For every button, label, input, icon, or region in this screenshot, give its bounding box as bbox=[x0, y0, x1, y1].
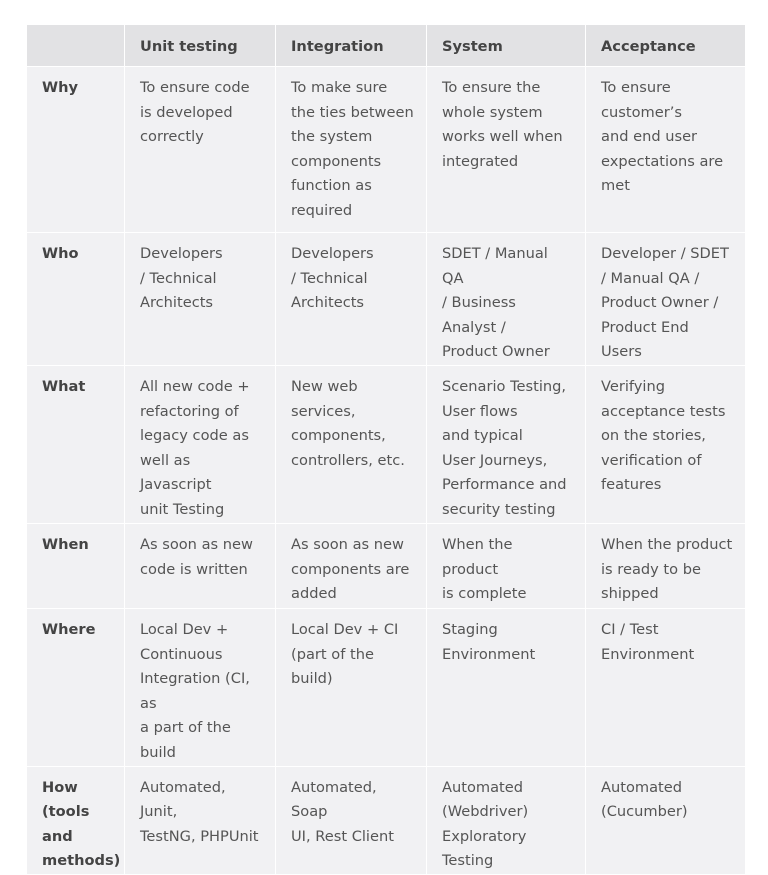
header-row bbox=[27, 25, 746, 67]
table-cell: When the product is ready to be shipped bbox=[586, 523, 746, 608]
table-row-how bbox=[27, 766, 746, 874]
row-header-who: Who bbox=[27, 233, 125, 366]
table-cell: To ensure code is developed correctly bbox=[125, 67, 276, 233]
table-cell: To ensure customer’s and end user expectations are met bbox=[586, 67, 746, 233]
table-cell: Developer / SDET / Manual QA / Product Owner / Product End Users bbox=[586, 233, 746, 366]
table-cell: CI / Test Environment bbox=[586, 608, 746, 766]
table-row-what bbox=[27, 365, 746, 523]
table-cell: Automated (Cucumber) bbox=[586, 766, 746, 874]
column-header-system: System bbox=[427, 25, 586, 67]
table-row-when bbox=[27, 523, 746, 608]
table-cell: Automated, Soap UI, Rest Client bbox=[276, 766, 427, 874]
column-header-acceptance: Acceptance bbox=[586, 25, 746, 67]
testing-types-table bbox=[26, 24, 746, 875]
table-cell: All new code + refactoring of legacy code as well as Javascript unit Testing bbox=[125, 365, 276, 523]
row-header-what: What bbox=[27, 365, 125, 523]
row-header-how: How (tools and methods) bbox=[27, 766, 125, 874]
table-cell: Local Dev + Continuous Integration (CI, as a part of the build bbox=[125, 608, 276, 766]
table-cell: To make sure the ties between the system components function as required bbox=[276, 67, 427, 233]
row-header-why: Why bbox=[27, 67, 125, 233]
table-cell: Scenario Testing, User flows and typical User Journeys, Performance and security testing bbox=[427, 365, 586, 523]
table-row-who bbox=[27, 233, 746, 366]
table-cell: Verifying acceptance tests on the stories, verification of features bbox=[586, 365, 746, 523]
table-cell: When the product is complete bbox=[427, 523, 586, 608]
table-cell: Developers / Technical Architects bbox=[125, 233, 276, 366]
row-header-when: When bbox=[27, 523, 125, 608]
column-header-unit-testing: Unit testing bbox=[125, 25, 276, 67]
table-cell: Staging Environment bbox=[427, 608, 586, 766]
table-row-why bbox=[27, 67, 746, 233]
table-cell: Automated (Webdriver) Exploratory Testing bbox=[427, 766, 586, 874]
corner-header-cell bbox=[27, 25, 125, 67]
row-header-where: Where bbox=[27, 608, 125, 766]
table-cell: To ensure the whole system works well when integrated bbox=[427, 67, 586, 233]
table-cell: Developers / Technical Architects bbox=[276, 233, 427, 366]
table-row-where bbox=[27, 608, 746, 766]
table-cell: Automated, Junit, TestNG, PHPUnit bbox=[125, 766, 276, 874]
table-cell: SDET / Manual QA / Business Analyst / Product Owner bbox=[427, 233, 586, 366]
column-header-integration: Integration bbox=[276, 25, 427, 67]
table-cell: Local Dev + CI (part of the build) bbox=[276, 608, 427, 766]
table-cell: As soon as new components are added bbox=[276, 523, 427, 608]
table-cell: New web services, components, controllers, etc. bbox=[276, 365, 427, 523]
table-cell: As soon as new code is written bbox=[125, 523, 276, 608]
